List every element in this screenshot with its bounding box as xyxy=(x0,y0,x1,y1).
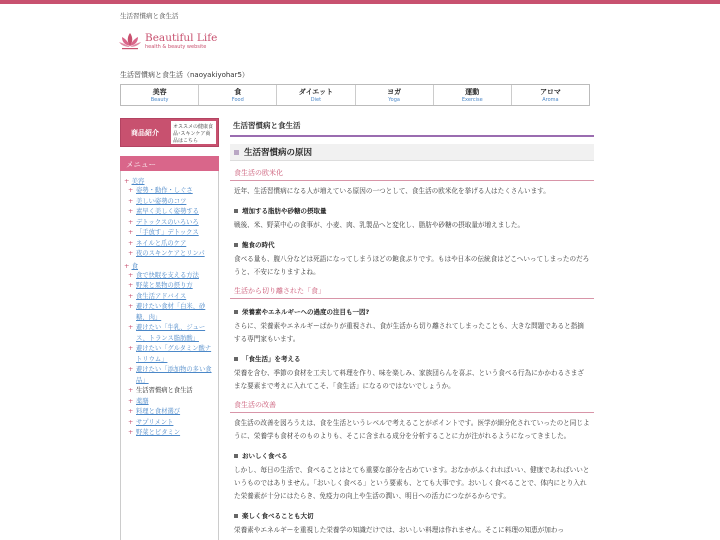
nav-aroma[interactable] xyxy=(512,85,589,105)
minor-heading xyxy=(230,232,594,249)
minor-heading-text: 「食生活」を考える xyxy=(242,355,301,363)
minor-heading xyxy=(230,346,594,363)
square-bullet-icon xyxy=(234,310,238,314)
minor-heading xyxy=(230,503,594,520)
minor-heading-text: 栄養素やエネルギーへの過度の注目も一因? xyxy=(242,308,370,316)
lotus-icon xyxy=(118,31,142,51)
nav-sublabel: Exercise xyxy=(461,97,483,103)
menu-item[interactable]: + 薬膳 xyxy=(136,397,216,408)
section-heading: 生活習慣病の原因 xyxy=(244,148,313,158)
logo-subtitle: health & beauty website xyxy=(145,43,207,50)
menu-item[interactable]: + 料理と食材選び xyxy=(136,407,216,418)
section-heading-box xyxy=(230,144,594,161)
site-logo[interactable] xyxy=(118,31,217,51)
menu-item[interactable]: + 素早く美しく姿勢する xyxy=(136,207,216,218)
nav-sublabel: Yoga xyxy=(388,97,400,103)
minor-heading xyxy=(230,299,594,316)
square-bullet-icon xyxy=(234,243,238,247)
paragraph: しかし、毎日の生活で、食べることはとても重要な部分を占めています。おなかがふくれればいい、健康であればいいというものではありません。「おいしく食べる」という要素も、とても大事です。おいしく食べることで、体内にとり入れた栄養素が十分にはたらき、免疫力の向上や生活の潤い、明日への活力につながるからです。 xyxy=(234,466,590,500)
menu-item[interactable]: + 食生活アドバイス xyxy=(136,292,216,303)
minor-heading xyxy=(230,443,594,460)
nav-sublabel: Food xyxy=(231,97,244,103)
minor-heading-text: 楽しく食べることも大切 xyxy=(242,512,314,520)
nav-label: ダイエット xyxy=(298,88,334,96)
menu-category-link[interactable]: 美容 xyxy=(131,177,145,185)
menu-category-food: + 食 xyxy=(124,261,139,270)
paragraph: さらに、栄養素やエネルギーばかりが重視され、食が生活から切り離されてしまったことも、大きな問題であると指摘する専門家もいます。 xyxy=(234,322,584,343)
menu-item[interactable]: + 姿勢・動作・しぐさ xyxy=(136,186,216,197)
logo-title: Beautiful Life xyxy=(145,31,218,44)
menu-item[interactable]: + 野菜とビタミン xyxy=(136,428,216,439)
menu-item[interactable]: + デトックスのいろいろ xyxy=(136,218,216,229)
site-tagline: 生活習慣病と食生活 xyxy=(120,12,179,20)
nav-label: ヨガ xyxy=(387,88,402,96)
paragraph: 食生活の改善を図ろうえは、食を生活というレベルで考えることがポイントです。医学が細分化されていったのと同じように、栄養学も食材そのものよりも、そこに含まれる成分を分析することに力が注がれるようになってきました。 xyxy=(234,419,590,440)
promo-label: 商品紹介 xyxy=(131,128,159,137)
minor-heading-text: 増加する脂肪や砂糖の摂取量 xyxy=(242,207,327,215)
nav-label: アロマ xyxy=(539,88,561,96)
menu-item[interactable]: + 夜のスキンケアとリンパ xyxy=(136,249,216,260)
menu-item[interactable]: + 避けたい「牛乳、ジュース、トランス脂肪酸」 xyxy=(136,323,216,344)
article-title: 生活習慣病と食生活 xyxy=(230,120,594,137)
menu-item-current[interactable]: + 生活習慣病と食生活 xyxy=(136,386,216,397)
square-bullet-icon xyxy=(234,514,238,518)
menu-item[interactable]: + 野菜と果物の摂り方 xyxy=(136,281,216,292)
minor-heading-text: 飽食の時代 xyxy=(242,241,275,249)
nav-label: 運動 xyxy=(465,88,480,96)
top-accent-bar xyxy=(0,0,720,4)
nav-label: 食 xyxy=(234,88,242,96)
sidebar xyxy=(120,118,219,540)
global-nav xyxy=(120,84,590,106)
promo-text: オススメの健康食品･スキンケア商品はこちら xyxy=(171,121,216,144)
product-promo-banner[interactable] xyxy=(120,118,219,147)
nav-sublabel: Beauty xyxy=(150,97,169,103)
menu-item[interactable]: + 避けたい「添加物の多い食品」 xyxy=(136,365,216,386)
square-bullet-icon xyxy=(234,357,238,361)
menu-item[interactable]: + 避けたい「グルタミン酸ナトリウム」 xyxy=(136,344,216,365)
nav-label: 美容 xyxy=(152,88,167,96)
menu-item[interactable]: + 食で快眠を支える方法 xyxy=(136,271,216,282)
square-bullet-icon xyxy=(234,454,238,458)
paragraph: 食べる量も、腹八分などは死語になってしまうほどの飽食ぶりです。もはや日本の伝統食はどこへいってしまったのだろうと、不安になりますよね。 xyxy=(234,255,590,276)
nav-food[interactable] xyxy=(199,85,277,105)
paragraph: 近年、生活習慣病になる人が増えている原因の一つとして、食生活の欧米化を挙げる人はたくさんいます。 xyxy=(234,187,550,195)
page-heading: 生活習慣病と食生活（naoyakiyohar5） xyxy=(120,71,249,79)
menu-item[interactable]: + 美しい姿勢のコツ xyxy=(136,197,216,208)
paragraph: 栄養素やエネルギーを重視した栄養学の知識だけでは、おいしい料理は作れません。そこに料理の知恵が加わっ xyxy=(234,526,565,534)
menu-category-beauty: + 美容 xyxy=(124,177,145,185)
nav-yoga[interactable] xyxy=(356,85,434,105)
menu-category-link[interactable]: 食 xyxy=(131,261,139,270)
subsection-heading: 生活から切り離された「食」 xyxy=(230,286,594,299)
menu-heading: メニュー xyxy=(120,156,219,171)
square-bullet-icon xyxy=(234,150,239,155)
nav-exercise[interactable] xyxy=(434,85,512,105)
main-content xyxy=(230,120,594,537)
subsection-heading: 食生活の欧米化 xyxy=(230,168,594,181)
menu-item[interactable]: + サプリメント xyxy=(136,418,216,429)
menu-item[interactable]: + 避けたい食材「白米、砂糖、肉」 xyxy=(136,302,216,323)
paragraph: 戦後、米、野菜中心の食事が、小麦、肉、乳製品へと変化し、脂肪や砂糖の摂取量が増えました。 xyxy=(234,221,525,229)
square-bullet-icon xyxy=(234,209,238,213)
sidebar-menu xyxy=(120,171,219,540)
paragraph: 栄養を含む、季節の食材を工夫して料理を作り、味を楽しみ、家族団らんを喜ぶ、という食べる行為にかかわるさまざまな要素まで考えに入れてこそ、「食生活」になるのではないでしょうか。 xyxy=(234,369,584,390)
minor-heading-text: おいしく食べる xyxy=(242,452,288,460)
nav-sublabel: Aroma xyxy=(542,97,559,103)
menu-item[interactable]: + 「手放す」デトックス xyxy=(136,228,216,239)
nav-beauty[interactable] xyxy=(121,85,199,105)
nav-diet[interactable] xyxy=(277,85,355,105)
subsection-heading: 食生活の改善 xyxy=(230,400,594,413)
menu-item[interactable]: + ネイルと爪のケア xyxy=(136,239,216,250)
nav-sublabel: Diet xyxy=(310,97,322,103)
minor-heading xyxy=(230,198,594,215)
